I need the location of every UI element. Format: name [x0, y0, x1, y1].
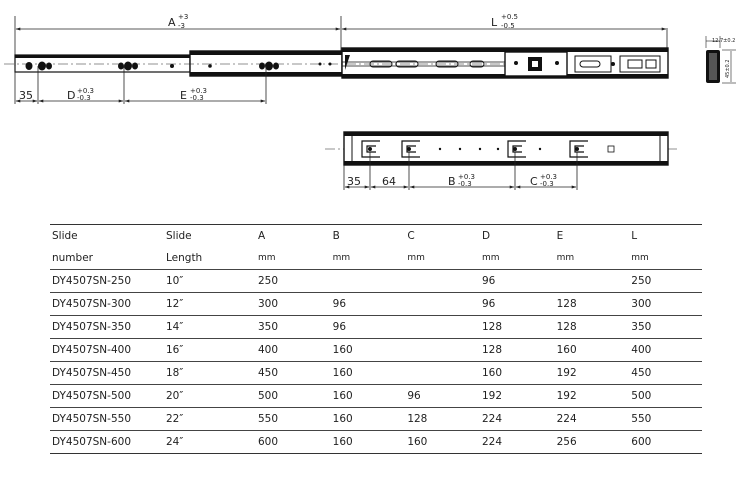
value-cell: 160: [329, 431, 404, 454]
value-cell: 128: [403, 408, 478, 431]
dim-D-label: D: [67, 89, 76, 102]
dim-L-plus: +0.5: [501, 13, 518, 21]
table-row: [50, 293, 702, 316]
dim-35-side: 35: [19, 89, 33, 102]
dim-C-label: C: [530, 175, 538, 188]
dim-A-minus: -3: [178, 22, 185, 30]
unit-cell: mm: [403, 247, 478, 270]
value-cell: 224: [478, 408, 553, 431]
header-cell: Slide: [50, 225, 154, 248]
header-cell: C: [403, 225, 478, 248]
value-cell: 192: [553, 385, 628, 408]
value-cell: 96: [478, 293, 553, 316]
value-cell: 96: [329, 316, 404, 339]
table-row: [50, 408, 702, 431]
dim-E-minus: -0.3: [190, 94, 204, 102]
dim-C-plus: +0.3: [540, 173, 557, 181]
value-cell: 250: [254, 270, 329, 293]
value-cell: 300: [254, 293, 329, 316]
length-cell: 18″: [154, 362, 254, 385]
value-cell: [553, 270, 628, 293]
value-cell: 96: [478, 270, 553, 293]
value-cell: 160: [478, 362, 553, 385]
value-cell: 96: [403, 385, 478, 408]
dim-L-label: L: [491, 16, 498, 29]
value-cell: 600: [254, 431, 329, 454]
technical-drawing: [0, 0, 750, 220]
value-cell: 350: [254, 316, 329, 339]
dim-E-label: E: [180, 89, 187, 102]
dim-B-minus: -0.3: [458, 180, 472, 188]
dim-A-label: A: [168, 16, 176, 29]
unit-cell: mm: [478, 247, 553, 270]
model-cell: DY4507SN-500: [50, 385, 154, 408]
value-cell: 160: [329, 385, 404, 408]
unit-cell: mm: [254, 247, 329, 270]
value-cell: 250: [627, 270, 702, 293]
header-cell: E: [553, 225, 628, 248]
dim-A-plus: +3: [178, 13, 189, 21]
dim-C-minus: -0.3: [540, 180, 554, 188]
header-cell: A: [254, 225, 329, 248]
length-cell: 14″: [154, 316, 254, 339]
value-cell: 192: [478, 385, 553, 408]
value-cell: 400: [254, 339, 329, 362]
value-cell: 550: [254, 408, 329, 431]
table-row: [50, 362, 702, 385]
model-cell: DY4507SN-600: [50, 431, 154, 454]
value-cell: 160: [553, 339, 628, 362]
end-view-width: 12.7±0.2: [712, 38, 736, 44]
value-cell: [403, 362, 478, 385]
value-cell: 500: [627, 385, 702, 408]
value-cell: [403, 270, 478, 293]
value-cell: 550: [627, 408, 702, 431]
length-cell: 10″: [154, 270, 254, 293]
side-view: [4, 13, 668, 104]
dim-B-label: B: [448, 175, 456, 188]
value-cell: 128: [478, 339, 553, 362]
value-cell: 300: [627, 293, 702, 316]
header-cell: Slide: [154, 225, 254, 248]
model-cell: DY4507SN-350: [50, 316, 154, 339]
value-cell: 128: [553, 316, 628, 339]
length-cell: 16″: [154, 339, 254, 362]
table-row: [50, 270, 702, 293]
value-cell: 160: [329, 362, 404, 385]
value-cell: 400: [627, 339, 702, 362]
unit-cell: mm: [329, 247, 404, 270]
length-cell: 20″: [154, 385, 254, 408]
table-header-row: [50, 225, 702, 248]
value-cell: 500: [254, 385, 329, 408]
model-cell: DY4507SN-550: [50, 408, 154, 431]
unit-cell: mm: [627, 247, 702, 270]
model-cell: DY4507SN-450: [50, 362, 154, 385]
dim-64-bottom: 64: [382, 175, 396, 188]
header-cell: B: [329, 225, 404, 248]
value-cell: 600: [627, 431, 702, 454]
spec-table: [50, 224, 702, 454]
value-cell: 96: [329, 293, 404, 316]
value-cell: 256: [553, 431, 628, 454]
value-cell: 128: [478, 316, 553, 339]
model-cell: DY4507SN-300: [50, 293, 154, 316]
value-cell: 160: [329, 408, 404, 431]
value-cell: [403, 339, 478, 362]
end-view-height: 45±0.2: [725, 59, 731, 78]
table-row: [50, 385, 702, 408]
table-row: [50, 339, 702, 362]
bottom-member: [344, 132, 668, 165]
value-cell: 192: [553, 362, 628, 385]
end-view: [706, 36, 736, 83]
value-cell: [329, 270, 404, 293]
length-cell: 12″: [154, 293, 254, 316]
unit-cell: mm: [553, 247, 628, 270]
table-row: [50, 431, 702, 454]
dim-D-minus: -0.3: [77, 94, 91, 102]
table-subheader-row: [50, 247, 702, 270]
header-cell: number: [50, 247, 154, 270]
value-cell: 224: [478, 431, 553, 454]
value-cell: 450: [627, 362, 702, 385]
header-cell: L: [627, 225, 702, 248]
value-cell: 450: [254, 362, 329, 385]
dim-D-plus: +0.3: [77, 87, 94, 95]
length-cell: 22″: [154, 408, 254, 431]
length-cell: 24″: [154, 431, 254, 454]
dim-B-plus: +0.3: [458, 173, 475, 181]
dim-E-plus: +0.3: [190, 87, 207, 95]
value-cell: [403, 316, 478, 339]
model-cell: DY4507SN-250: [50, 270, 154, 293]
header-cell: D: [478, 225, 553, 248]
dim-35-bottom: 35: [347, 175, 361, 188]
value-cell: 160: [329, 339, 404, 362]
value-cell: [403, 293, 478, 316]
model-cell: DY4507SN-400: [50, 339, 154, 362]
table-row: [50, 316, 702, 339]
dim-L-minus: -0.5: [501, 22, 515, 30]
bottom-view: [325, 132, 678, 190]
value-cell: 160: [403, 431, 478, 454]
header-cell: Length: [154, 247, 254, 270]
value-cell: 128: [553, 293, 628, 316]
value-cell: 350: [627, 316, 702, 339]
value-cell: 224: [553, 408, 628, 431]
